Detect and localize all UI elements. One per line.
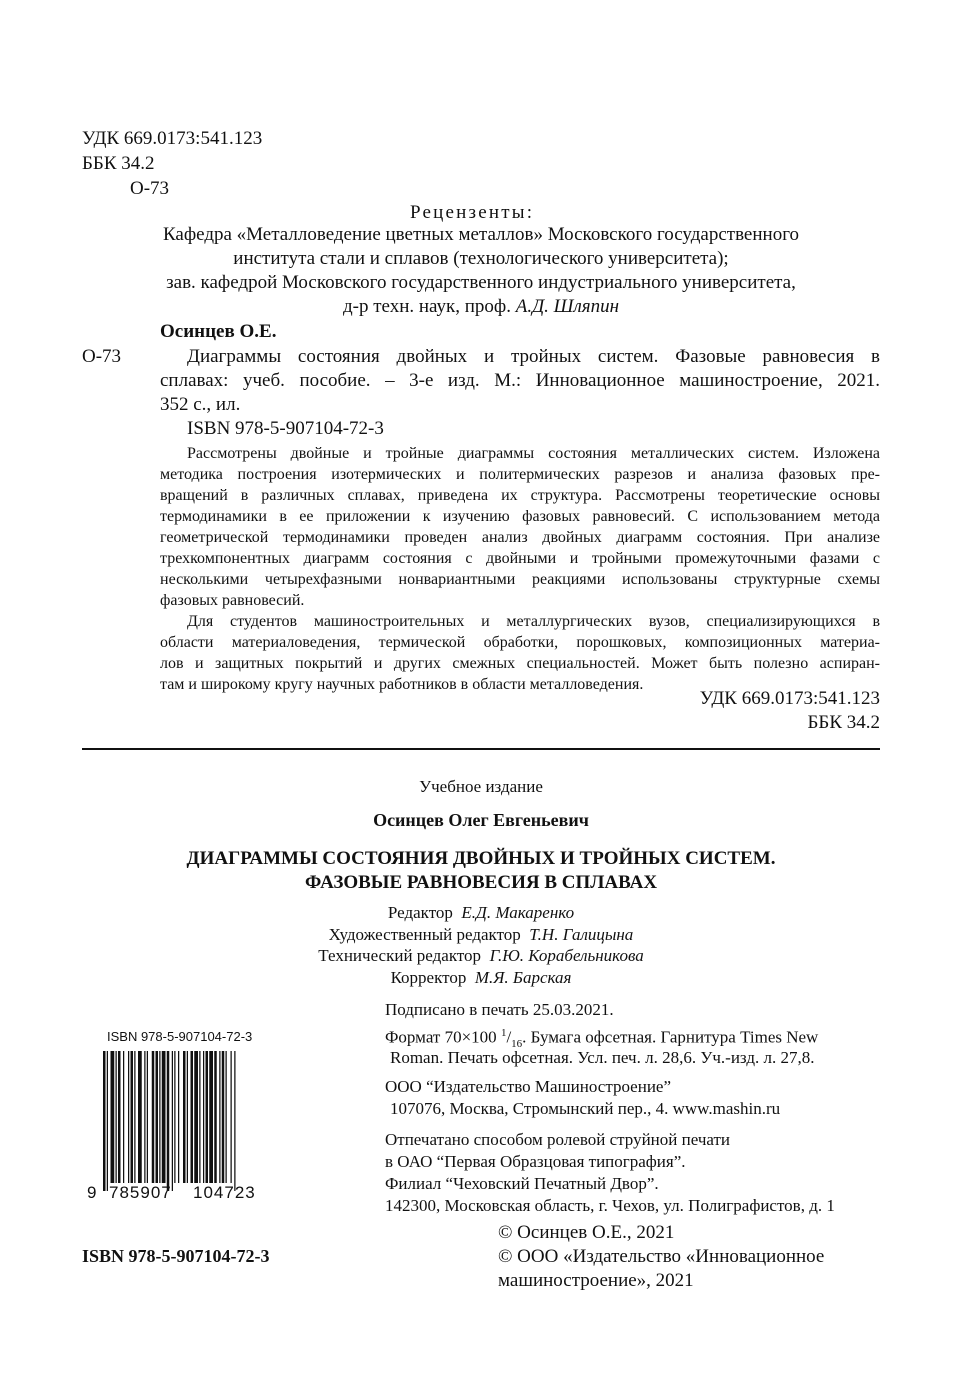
barcode-bar — [203, 1051, 204, 1183]
barcode-bar — [156, 1051, 159, 1183]
barcode-bar — [152, 1051, 155, 1183]
barcode-bar — [183, 1051, 186, 1183]
format-sub: 16 — [511, 1038, 523, 1051]
credit-art-editor — [82, 925, 880, 945]
barcode-bar — [214, 1051, 217, 1183]
edition-title-line-2: ФАЗОВЫЕ РАВНОВЕСИЯ В СПЛАВАХ — [304, 872, 658, 893]
copyright-publisher-cont: машиностроение», 2021 — [498, 1270, 694, 1291]
barcode-bar — [131, 1051, 134, 1183]
copyright-author: © Осинцев О.Е., 2021 — [498, 1222, 675, 1243]
barcode-bar — [116, 1051, 117, 1183]
abstract-line: Рассмотрены двойные и тройные диаграммы состояния металлических систем. Изложена — [187, 445, 880, 462]
credit-role: Художественный редактор — [328, 925, 521, 944]
barcode-bar — [144, 1051, 145, 1183]
barcode-bar — [219, 1051, 220, 1183]
abstract-line: лов и защитных покрытий и других смежных специальностей. Может быть полезно аспиран- — [160, 655, 880, 672]
barcode-bar — [128, 1051, 129, 1183]
barcode-bars — [101, 1051, 281, 1191]
copyright-publisher: © ООО «Издательство «Инновационное — [498, 1246, 825, 1267]
barcode-bar — [194, 1051, 198, 1183]
barcode-bar — [178, 1051, 179, 1183]
reviewer-degree: д-р техн. наук, проф. — [342, 296, 511, 317]
isbn-barcode — [87, 1029, 287, 1213]
imprint-printer: в ОАО “Первая Образцовая типография”. — [385, 1152, 686, 1171]
bib-isbn: ISBN 978-5-907104-72-3 — [187, 418, 384, 439]
barcode-group-1: 785907 — [109, 1183, 172, 1202]
imprint-format: Формат 70×100 $^1/_{16}$. Бумага офсетная. Гарнитура Times New — [385, 1027, 819, 1051]
abstract-line: геометрической термодинамики проведен анализ двойных диаграмм состояния. При анализе — [160, 529, 880, 546]
barcode-bar — [222, 1051, 225, 1183]
imprint-publisher-address: 107076, Москва, Стромынский пер., 4. www.mashin.ru — [390, 1099, 781, 1118]
imprint-signed: Подписано в печать 25.03.2021. — [385, 1000, 614, 1019]
barcode-isbn-label: ISBN 978-5-907104-72-3 — [107, 1029, 253, 1044]
imprint-printer: Отпечатано способом ролевой струйной печати — [385, 1130, 731, 1149]
barcode-bar — [159, 1051, 160, 1183]
bbk-code: ББК 34.2 — [82, 153, 155, 174]
abstract-line: вращений в различных сплавах, приведена их структура. Рассмотрены теоретические основы — [160, 487, 880, 504]
abstract-line: несколькими четырехфазными нонвариантными реакциями использованы структурные схемы — [160, 571, 880, 588]
barcode-lead-digit: 9 — [87, 1183, 97, 1202]
reviewer-line: Кафедра «Металловедение цветных металлов» Московского государственного — [162, 224, 800, 245]
reviewer-line: института стали и сплавов (технологического университета); — [233, 248, 729, 269]
edition-title-line-1: ДИАГРАММЫ СОСТОЯНИЯ ДВОЙНЫХ И ТРОЙНЫХ СИСТЕМ. — [186, 848, 776, 869]
abstract-line: методика построения изотермических и политермических разрезов и анализа фазовых пре- — [160, 466, 880, 483]
credit-name: Г.Ю. Корабельникова — [489, 946, 644, 965]
abstract-udk: УДК 669.0173:541.123 — [699, 688, 880, 709]
barcode-bar — [226, 1051, 227, 1183]
imprint-printer-address: 142300, Московская область, г. Чехов, ул. Полиграфистов, д. 1 — [385, 1196, 835, 1215]
edition-author: Осинцев Олег Евгеньевич — [373, 810, 589, 830]
barcode-bar — [231, 1051, 232, 1183]
abstract-line: там и широкому кругу научных работников в области металловедения. — [160, 676, 644, 693]
credit-proofreader — [82, 968, 880, 988]
reviewers-title: Рецензенты: — [410, 202, 535, 223]
barcode-bar — [199, 1051, 200, 1183]
credit-name: Т.Н. Галицына — [529, 925, 634, 944]
barcode-bar — [172, 1051, 173, 1191]
imprint-publisher: ООО “Издательство Машиностроение” — [385, 1077, 672, 1096]
bib-code: О-73 — [82, 346, 122, 367]
barcode-bar — [134, 1051, 135, 1183]
reviewer-name: А.Д. Шляпин — [515, 296, 620, 317]
credit-editor — [82, 903, 880, 923]
format-text: Формат 70×100 — [385, 1027, 497, 1047]
barcode-bar — [206, 1051, 209, 1183]
reviewer-line: зав. кафедрой Московского государственного индустриального университета, — [166, 272, 796, 293]
barcode-bar — [209, 1051, 213, 1183]
barcode-bar — [103, 1051, 106, 1191]
author-mark: О-73 — [130, 178, 170, 199]
abstract-line: области материаловедения, термической обработки, порошковых, композиционных материа- — [160, 634, 880, 651]
imprint-printer: Филиал “Чеховский Печатный Двор”. — [385, 1174, 659, 1193]
barcode-bar — [107, 1051, 108, 1191]
barcode-bar — [118, 1051, 121, 1183]
barcode-bar — [162, 1051, 166, 1183]
credit-name: М.Я. Барская — [474, 968, 572, 987]
barcode-bar — [191, 1051, 194, 1183]
barcode-group-2: 104723 — [193, 1183, 256, 1202]
credit-role: Редактор — [387, 903, 453, 922]
barcode-bar — [147, 1051, 148, 1183]
divider — [82, 748, 880, 750]
barcode-bar — [111, 1051, 115, 1183]
bib-line-2: сплавах: учеб. пособие. – 3-е изд. М.: Инновационное машиностроение, 2021. — [160, 370, 880, 391]
barcode-bar — [187, 1051, 188, 1183]
bib-line-1: Диаграммы состояния двойных и тройных систем. Фазовые равновесия в — [187, 346, 880, 367]
credit-tech-editor — [82, 946, 880, 966]
udk-code: УДК 669.0173:541.123 — [82, 128, 263, 149]
credit-name: Е.Д. Макаренко — [461, 903, 575, 922]
barcode-bar — [138, 1051, 142, 1183]
credit-role: Технический редактор — [318, 946, 482, 965]
edition-type: Учебное издание — [419, 777, 543, 796]
format-text-rest: . Бумага офсетная. Гарнитура Times New — [522, 1027, 819, 1047]
bib-author: Осинцев О.Е. — [160, 321, 277, 342]
reviewer-line-last — [82, 296, 880, 318]
barcode-bar — [167, 1051, 170, 1191]
abstract-line: Для студентов машиностроительных и металлургических вузов, специализирующихся в — [187, 613, 880, 630]
abstract-line: трехкомпонентных диаграмм состояния с двойными и тройными промежуточными фазами с — [160, 550, 880, 567]
imprint-format-line-2: Roman. Печать офсетная. Усл. печ. л. 28,6. Уч.-изд. л. 27,8. — [390, 1048, 815, 1067]
barcode-bar — [174, 1051, 175, 1183]
isbn-bottom: ISBN 978-5-907104-72-3 — [82, 1246, 270, 1266]
bib-line-3: 352 с., ил. — [160, 394, 241, 415]
format-sup: 1 — [500, 1027, 507, 1039]
abstract-bbk: ББК 34.2 — [807, 712, 880, 733]
barcode-bar — [123, 1051, 124, 1183]
abstract-line: термодинамики в ее приложении к изучению фазовых равновесий. С использованием метода — [160, 508, 880, 525]
barcode-bar — [234, 1051, 235, 1191]
credit-role: Корректор — [390, 968, 467, 987]
abstract-line: фазовых равновесий. — [160, 592, 305, 609]
